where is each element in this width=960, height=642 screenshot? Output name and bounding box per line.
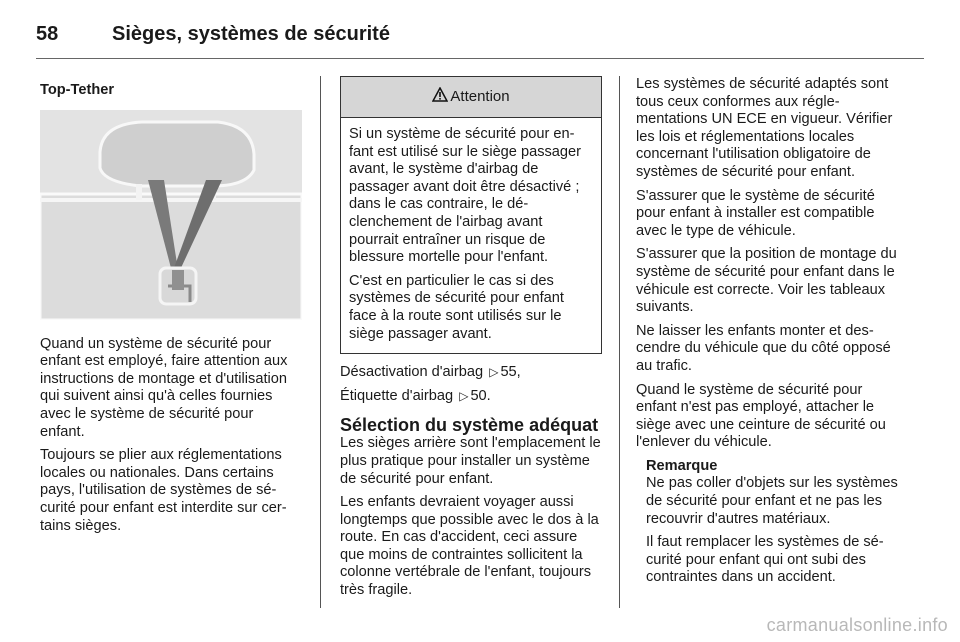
headrest-strap-drawing [40,110,302,320]
airbag-label-ref[interactable] [340,388,602,406]
column-3 [636,76,902,593]
column-2 [340,76,602,606]
ref-text: Désactivation d'airbag [340,364,484,381]
ref-page: 50. [470,387,491,404]
section-heading: Sélection du système adéquat [340,415,599,436]
col1-paragraph-1: Quand un système de sécurité pour enfant est employé, faire attention aux instructions de montage et d'utilisation qui suivent ainsi qu'à celles fournies avec le système de sécurité pour enfant. [40,335,288,440]
col3-paragraph-5: Quand le système de sécurité pour enfant n'est pas employé, attacher le siège avec une ceinture de sécurité ou l'enlever du véhicule. [636,381,886,451]
warning-header [341,77,601,118]
column-divider-2 [619,76,620,608]
col3-paragraph-2: S'assurer que le système de sécurité pour enfant à installer est compatible avec le type de véhicule. [636,187,875,239]
page-number: 58 [36,22,59,45]
header-divider [36,58,924,59]
col2-paragraph-2: Les enfants devraient voyager aussi longtemps que possible avec le dos à la route. En cas d'accident, ceci assure que moins de contraintes sollicitent la colonne vertébrale de l'enfant, toujours très fragile. [340,494,599,599]
page-ref-arrow-icon: ▷ [489,365,499,380]
col3-paragraph-1: Les systèmes de sécurité adaptés sont tous ceux conformes aux réglementations UN ECE en vigueur. Vérifier les lois et réglementations locales concernant l'utilisation obligatoire de systèmes de sécurité pour enfant. [636,76,893,180]
note-paragraph-1: Ne pas coller d'objets sur les systèmes de sécurité pour enfant et ne pas les recouvrir d'autres matériaux. [646,475,898,527]
col3-paragraph-3: S'assurer que la position de montage du système de sécurité pour enfant dans le véhicule est correcte. Voir les tableaux suivants. [636,246,897,316]
warning-title: Attention [450,88,510,106]
warning-box [340,76,602,354]
col2-paragraph-1: Les sièges arrière sont l'emplacement le plus pratique pour installer un système de sécurité pour enfant. [340,435,601,487]
note-paragraph-2: Il faut remplacer les systèmes de sécurité pour enfant qui ont subi des contraintes dans un accident. [646,534,884,586]
page-ref-arrow-icon: ▷ [459,388,469,403]
top-tether-heading: Top-Tether [40,82,115,98]
warning-paragraph-1: Si un système de sécurité pour enfant est utilisé sur le siège passager avant, le système d'airbag de passager avant doit être désactivé ; dans le cas contraire, le déclenchement de l'airbag avant pourrait entraîner un risque de blessure mortelle pour l'enfant. [349,126,582,266]
ref-text: Étiquette d'airbag [340,387,454,404]
col1-paragraph-2: Toujours se plier aux réglementations locales ou nationales. Dans certains pays, l'utilisation de systèmes de sécurité pour enfant est interdite sur certains sièges. [40,447,287,534]
page-title: Sièges, systèmes de sécurité [112,22,390,45]
page-header [36,14,390,54]
warning-paragraph-2: C'est en particulier le cas si des systèmes de sécurité pour enfant face à la route sont utilisés sur le siège passager avant. [349,272,564,342]
column-1 [40,76,302,541]
note-block [636,458,902,587]
warning-body [341,118,601,353]
warning-triangle-icon [432,87,448,107]
column-divider-1 [320,76,321,608]
top-tether-illustration [40,110,302,320]
watermark: carmanualsonline.info [766,615,948,635]
ref-page: 55, [500,364,521,381]
note-label: Remarque [646,457,718,474]
airbag-deactivation-ref[interactable] [340,364,602,382]
col3-paragraph-4: Ne laisser les enfants monter et descendre du véhicule que du côté opposé au trafic. [636,322,891,374]
